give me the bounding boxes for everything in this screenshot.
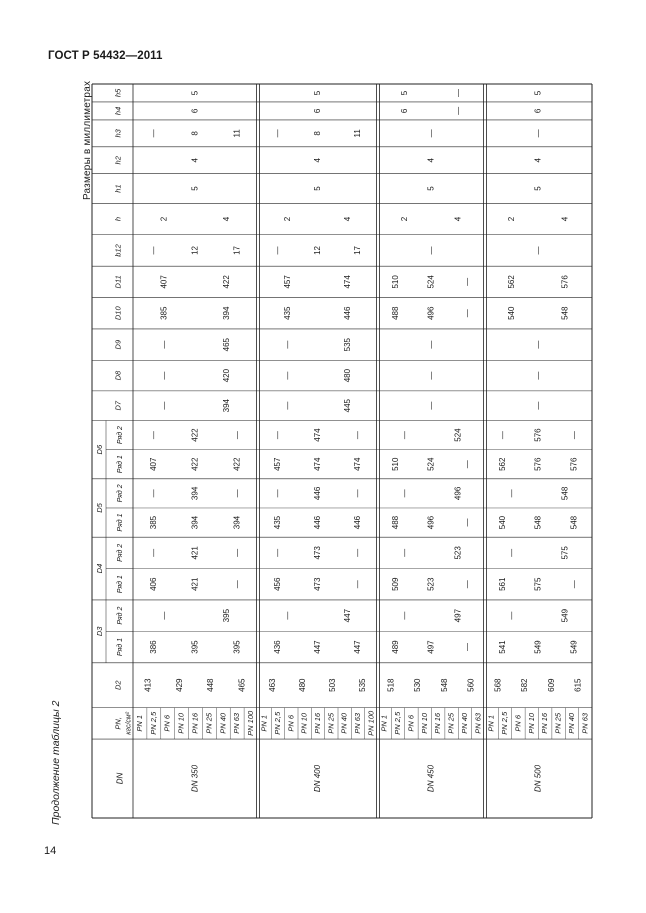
cell-d11: 576 [560,275,570,289]
cell-d2: 530 [413,678,423,692]
pn-label: PN 25 [326,712,336,734]
cell-d3-row2: — [399,611,409,620]
pn-label: PN 16 [433,712,443,734]
cell-d4-row2: — [273,548,283,557]
cell-h3: — [533,129,543,138]
cell-d2: 465 [237,678,247,692]
pn-label: PN 40 [566,712,576,734]
cell-d4-row1: 406 [148,577,158,591]
pn-label: PN 63 [580,712,590,734]
cell-d5-row1: 548 [533,515,543,530]
cell-d5-row2: — [399,489,409,498]
cell-d10: 488 [390,306,400,320]
pn-label: PN 25 [204,712,214,734]
column-header-h4: h4 [113,106,123,116]
pn-label: PN 100 [246,710,256,736]
pn-label: PN 25 [446,712,456,734]
cell-d8: — [159,371,169,380]
cell-d3-row1: 447 [313,640,323,654]
cell-d3-row2: — [283,611,293,620]
cell-d4-row1: 473 [313,577,323,591]
cell-b12: — [148,246,158,255]
cell-d9: 535 [343,337,353,352]
cell-d10: 385 [159,306,169,320]
cell-d4-row1: 575 [533,577,543,591]
cell-d6-row1: 422 [232,457,242,471]
column-header-d3: D3 [94,626,104,637]
cell-d2: 535 [358,678,368,692]
column-header-h2: h2 [113,156,123,165]
cell-d5-row2: 394 [190,486,200,501]
pn-label: PN 40 [339,712,349,734]
cell-d11: 457 [283,275,293,289]
cell-d3-row1: 489 [390,640,400,654]
pn-label: PN 2,5 [272,711,282,735]
cell-d2: 609 [546,678,556,692]
cell-d5-row1: 394 [232,515,242,530]
column-header-h1: h1 [113,184,123,193]
cell-h3: 11 [232,129,242,138]
cell-d4-row1: — [462,580,472,589]
column-header-d6-row2: Ряд 2 [116,426,124,445]
pn-label: PN 1 [259,714,269,732]
pn-label: PN 6 [406,714,416,732]
column-header-d8: D8 [113,370,123,381]
cell-d3-row2: 497 [453,608,463,623]
cell-d2: 463 [268,678,278,692]
cell-h3: — [273,129,283,138]
cell-d6-row2: — [569,431,579,440]
cell-d5-row2: — [273,489,283,498]
cell-d5-row1: — [462,518,472,527]
pn-label: PN 16 [312,712,322,734]
cell-h: 2 [506,216,516,222]
cell-d3-row1: 447 [353,640,363,654]
cell-d10: 540 [506,306,516,320]
cell-d3-row2: 447 [343,608,353,623]
pn-label: PN 16 [190,712,200,734]
cell-d6-row2: 474 [313,428,323,442]
cell-d8: 420 [221,368,231,383]
cell-d3-row1: 386 [148,640,158,654]
cell-d3-row1: 549 [533,640,543,654]
cell-h4: 6 [533,108,543,114]
cell-d3-row1: — [462,643,472,652]
units-note: Размеры в миллиметрах [82,80,93,200]
cell-d6-row2: — [497,431,507,440]
column-header-dn: DN [115,772,125,785]
cell-d5-row1: 394 [190,515,200,530]
cell-d6-row1: 524 [426,457,436,471]
column-header-d9: D9 [113,339,123,350]
cell-h2: 4 [533,158,543,163]
pn-label: PN 63 [352,712,362,734]
cell-d10: 435 [283,306,293,320]
cell-d3-row1: 497 [426,640,436,654]
cell-d5-row1: 446 [313,515,323,530]
column-header-d5-row1: Ряд 1 [116,513,124,532]
cell-d6-row1: 474 [353,457,363,471]
cell-d2: 582 [520,678,530,692]
cell-d8: — [426,371,436,380]
cell-d5-row2: — [232,489,242,498]
cell-h: 4 [221,216,231,222]
column-header-h3: h3 [113,129,123,138]
column-header-pn: PN, [113,717,123,730]
cell-d5-row1: 540 [497,515,507,530]
cell-d2: 448 [206,678,216,692]
document-header: ГОСТ Р 54432—2011 [48,50,163,62]
cell-d4-row1: 456 [273,577,283,591]
continuation-label: Продолжение таблицы 2 [50,700,62,825]
cell-d3-row2: 549 [560,608,570,623]
cell-d5-row2: — [353,489,363,498]
cell-d6-row1: 407 [148,457,158,471]
cell-h3: — [148,129,158,138]
pn-label: PN 2,5 [393,711,403,735]
cell-h3: 8 [313,131,323,136]
pn-label: PN 6 [286,714,296,732]
cell-h1: 5 [313,186,323,191]
pn-label: PN 63 [473,712,483,734]
dn-label: DN 450 [426,764,436,793]
pn-label: PN 40 [459,712,469,734]
pn-label: PN 25 [553,712,563,734]
cell-d6-row1: 562 [497,457,507,471]
cell-h4: — [453,106,463,115]
cell-h: 4 [453,216,463,222]
pn-label: PN 16 [540,712,550,734]
column-header-h: h [113,216,123,222]
cell-b12: — [533,246,543,255]
cell-b12: 12 [313,245,323,255]
cell-d3-row1: 395 [190,640,200,654]
cell-d4-row2: 473 [313,546,323,560]
column-header-d11: D11 [113,275,123,289]
column-header-d5: D5 [94,503,104,513]
pn-label: PN 63 [232,712,242,734]
cell-h2: 4 [426,158,436,163]
cell-d11: 510 [390,275,400,289]
cell-d3-row1: 395 [232,640,242,654]
cell-d11: 524 [426,275,436,289]
cell-h3: 11 [353,129,363,138]
cell-d6-row1: — [462,460,472,469]
cell-d7: — [159,401,169,410]
cell-d7: — [533,401,543,410]
cell-h3: 8 [190,131,200,136]
cell-d2: 480 [298,678,308,692]
cell-b12: 17 [232,245,242,255]
cell-d2: 568 [493,678,503,692]
cell-d11: — [462,277,472,286]
dn-label: DN 350 [190,764,200,793]
column-header-d4-row1: Ряд 1 [116,575,124,594]
cell-d9: — [283,340,293,349]
cell-h1: 5 [426,186,436,191]
cell-d4-row1: — [569,580,579,589]
column-header-d4: D4 [94,563,104,574]
cell-d2: 548 [439,678,449,692]
cell-d4-row1: — [353,580,363,589]
cell-d9: — [533,340,543,349]
cell-h1: 5 [190,186,200,191]
cell-d6-row2: — [353,431,363,440]
column-header-d5-row2: Ряд 2 [116,484,124,503]
cell-d3-row2: — [159,611,169,620]
cell-d3-row1: 541 [497,640,507,654]
pn-label: PN 10 [526,712,536,734]
pn-label: PN 2,5 [500,711,510,735]
pn-label: PN 40 [218,712,228,734]
cell-d10: — [462,309,472,318]
cell-d5-row2: 446 [313,486,323,501]
cell-b12: 12 [190,245,200,255]
cell-d4-row2: — [506,548,516,557]
cell-d4-row2: 421 [190,546,200,560]
cell-h4: 6 [399,108,409,114]
cell-d7: — [283,401,293,410]
cell-d9: — [159,340,169,349]
cell-d10: 446 [343,306,353,320]
cell-d7: — [426,401,436,410]
pn-label: PN 10 [419,712,429,734]
cell-d2: 560 [466,678,476,692]
cell-d3-row2: — [506,611,516,620]
cell-d11: 422 [221,275,231,289]
column-header-pn-unit: кгс/см² [125,711,133,735]
column-header-d6: D6 [94,444,104,455]
cell-d4-row2: 575 [560,546,570,560]
cell-d2: 429 [174,678,184,692]
cell-d5-row1: 385 [148,515,158,530]
cell-d5-row2: — [148,489,158,498]
cell-d6-row2: 524 [453,428,463,442]
column-header-d6-row1: Ряд 1 [116,455,124,474]
cell-d6-row1: 576 [569,457,579,471]
cell-d6-row1: 422 [190,457,200,471]
cell-h5: 5 [190,90,200,96]
pn-label: PN 100 [366,710,376,736]
column-header-d7: D7 [113,400,123,411]
cell-d2: 503 [328,678,338,692]
cell-h: 2 [159,216,169,222]
dn-label: DN 400 [313,764,323,793]
cell-b12: — [273,246,283,255]
cell-d6-row1: 457 [273,457,283,471]
cell-d10: 548 [560,306,570,320]
cell-d7: 445 [343,399,353,413]
cell-d6-row2: — [148,431,158,440]
column-header-b12: b12 [113,244,123,257]
cell-d3-row1: 549 [569,640,579,654]
cell-h5: 5 [399,90,409,96]
cell-d11: 562 [506,275,516,289]
cell-d8: — [283,371,293,380]
pn-label: PN 2,5 [148,711,158,735]
cell-d4-row2: — [148,548,158,557]
cell-h1: 5 [533,186,543,191]
column-header-h5: h5 [113,88,123,98]
cell-d10: 496 [426,306,436,320]
cell-d10: 394 [221,306,231,320]
pn-label: PN 6 [513,714,523,732]
cell-d6-row2: — [232,431,242,440]
cell-h2: 4 [313,158,323,163]
cell-d6-row1: 576 [533,457,543,471]
cell-h: 4 [560,216,570,222]
cell-d2: 518 [386,678,396,692]
cell-b12: 17 [353,245,363,255]
pn-label: PN 10 [299,712,309,734]
cell-d6-row1: 474 [313,457,323,471]
cell-d5-row1: 435 [273,515,283,530]
cell-d5-row1: 488 [390,515,400,530]
cell-h3: — [426,129,436,138]
cell-d8: 480 [343,368,353,383]
cell-b12: — [426,246,436,255]
cell-d5-row1: 496 [426,515,436,530]
column-header-d4-row2: Ряд 2 [116,543,124,562]
cell-d5-row2: — [506,489,516,498]
cell-d4-row2: — [232,548,242,557]
cell-d6-row2: 576 [533,428,543,442]
cell-d8: — [533,371,543,380]
cell-h4: 6 [313,108,323,114]
column-header-d3-row2: Ряд 2 [116,606,124,625]
cell-d4-row1: 509 [390,577,400,591]
pn-label: PN 1 [486,714,496,732]
cell-h4: 6 [190,108,200,114]
cell-d6-row2: — [399,431,409,440]
cell-d3-row1: 436 [273,640,283,654]
cell-h5: 5 [313,90,323,96]
column-header-d3-row1: Ряд 1 [116,638,124,657]
column-header-d10: D10 [113,306,123,321]
cell-d4-row2: — [353,548,363,557]
cell-d7: 394 [221,399,231,413]
cell-d11: 474 [343,275,353,289]
cell-d6-row2: — [273,431,283,440]
pn-label: PN 10 [176,712,186,734]
cell-d5-row2: 496 [453,486,463,501]
cell-d4-row1: — [232,580,242,589]
cell-d4-row1: 523 [426,577,436,591]
cell-d5-row1: 548 [569,515,579,530]
cell-h: 4 [343,216,353,222]
pn-label: PN 1 [134,714,144,732]
cell-d6-row1: 510 [390,457,400,471]
cell-d9: 465 [221,337,231,352]
cell-d3-row2: 395 [221,608,231,623]
cell-d4-row1: 561 [497,577,507,591]
cell-d4-row2: 523 [453,546,463,560]
cell-d11: 407 [159,275,169,289]
pn-label: PN 1 [379,714,389,732]
cell-h: 2 [283,216,293,222]
cell-d9: — [426,340,436,349]
dn-label: DN 500 [533,764,543,793]
cell-d4-row1: 421 [190,577,200,591]
cell-d6-row2: 422 [190,428,200,442]
cell-h2: 4 [190,158,200,163]
cell-h5: — [453,88,463,97]
cell-h: 2 [399,216,409,222]
column-header-d2: D2 [113,680,123,690]
cell-d4-row2: — [399,548,409,557]
cell-h5: 5 [533,90,543,96]
cell-d2: 615 [573,678,583,692]
cell-d2: 413 [143,678,153,692]
cell-d5-row2: 548 [560,486,570,501]
cell-d5-row1: 446 [353,515,363,530]
pn-label: PN 6 [162,714,172,732]
page-number: 14 [44,845,57,857]
